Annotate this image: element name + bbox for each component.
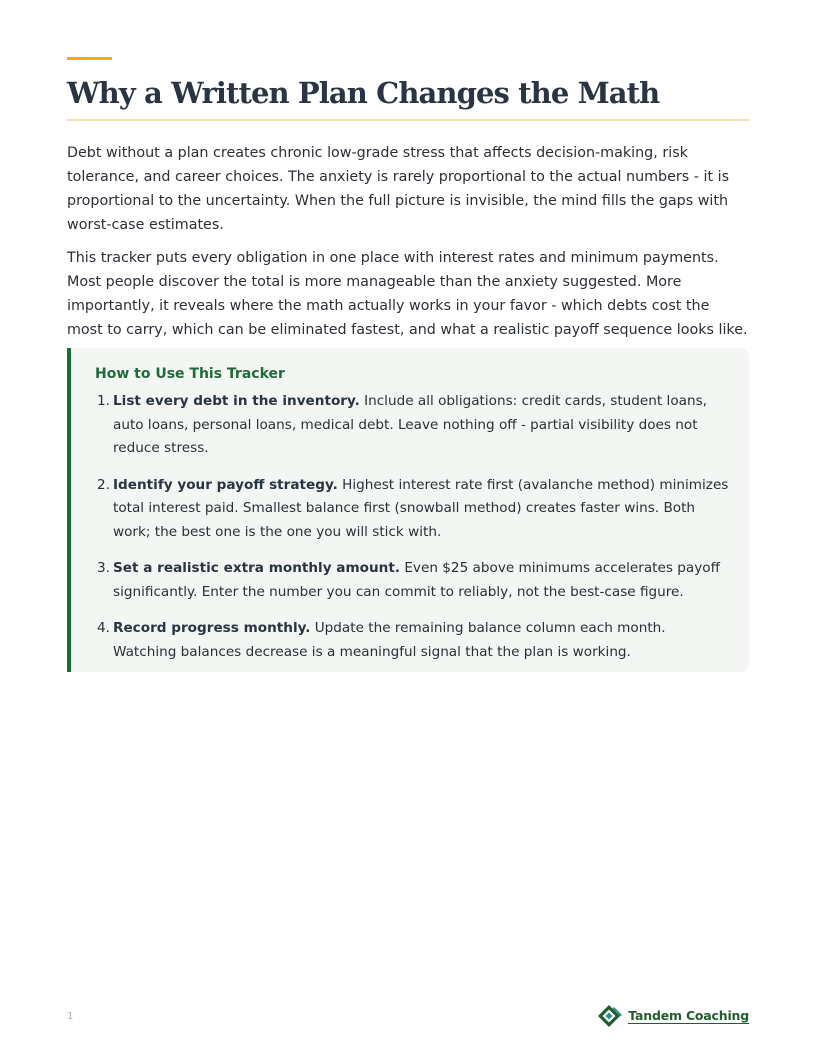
title-accent-bar	[67, 57, 112, 60]
how-to-steps	[91, 390, 731, 664]
step-number: 2.	[97, 476, 110, 493]
page-title: Why a Written Plan Changes the Math	[67, 76, 660, 110]
page-number: 1	[67, 1011, 74, 1022]
brand-name: Tandem Coaching	[628, 1008, 749, 1023]
step-text: Highest interest rate first (avalanche method) minimizes total interest paid. Smallest balance first (snowball method) creates faster wins. Both work; the best one is the one you will stick with.	[113, 476, 729, 540]
step-text: Include all obligations: credit cards, student loans, auto loans, personal loans, medical debt. Leave nothing off - partial visibility does not reduce stress.	[113, 393, 707, 456]
step-lead: List every debt in the inventory.	[113, 393, 360, 409]
step-text: Even $25 above minimums accelerates payoff significantly. Enter the number you can commit to reliably, not the best-case figure.	[113, 560, 720, 600]
step-lead: Identify your payoff strategy.	[113, 476, 338, 493]
how-to-step	[91, 557, 731, 604]
diamond-logo-icon	[597, 1004, 623, 1028]
title-divider	[67, 119, 749, 121]
step-text: Update the remaining balance column each month. Watching balances decrease is a meaningful signal that the plan is working.	[113, 620, 666, 660]
how-to-step	[91, 617, 731, 664]
step-lead: Record progress monthly.	[113, 620, 311, 636]
how-to-callout	[67, 348, 749, 672]
how-to-title: How to Use This Tracker	[95, 366, 285, 382]
step-number: 3.	[97, 560, 110, 576]
step-number: 4.	[97, 620, 110, 636]
document-page	[67, 0, 749, 1056]
intro-paragraph: Debt without a plan creates chronic low-grade stress that affects decision-making, risk tolerance, and career choices. The anxiety is rarely proportional to the actual numbers - it is proportional to the uncertainty. When the full picture is invisible, the mind fills the gaps with worst-case estimates.	[67, 145, 730, 233]
intro-paragraph: This tracker puts every obligation in one place with interest rates and minimum payments. Most people discover the total is more manageable than the anxiety suggested. More importantly, it reveals where the math actually works in your favor - which debts cost the most to carry, which can be eliminated fastest, and what a realistic payoff sequence looks like.	[67, 250, 748, 338]
step-lead: Set a realistic extra monthly amount.	[113, 560, 401, 576]
how-to-step	[91, 474, 731, 545]
how-to-step	[91, 390, 731, 461]
step-number: 1.	[97, 393, 110, 409]
intro-section	[67, 141, 749, 351]
brand-logo	[597, 1004, 749, 1028]
